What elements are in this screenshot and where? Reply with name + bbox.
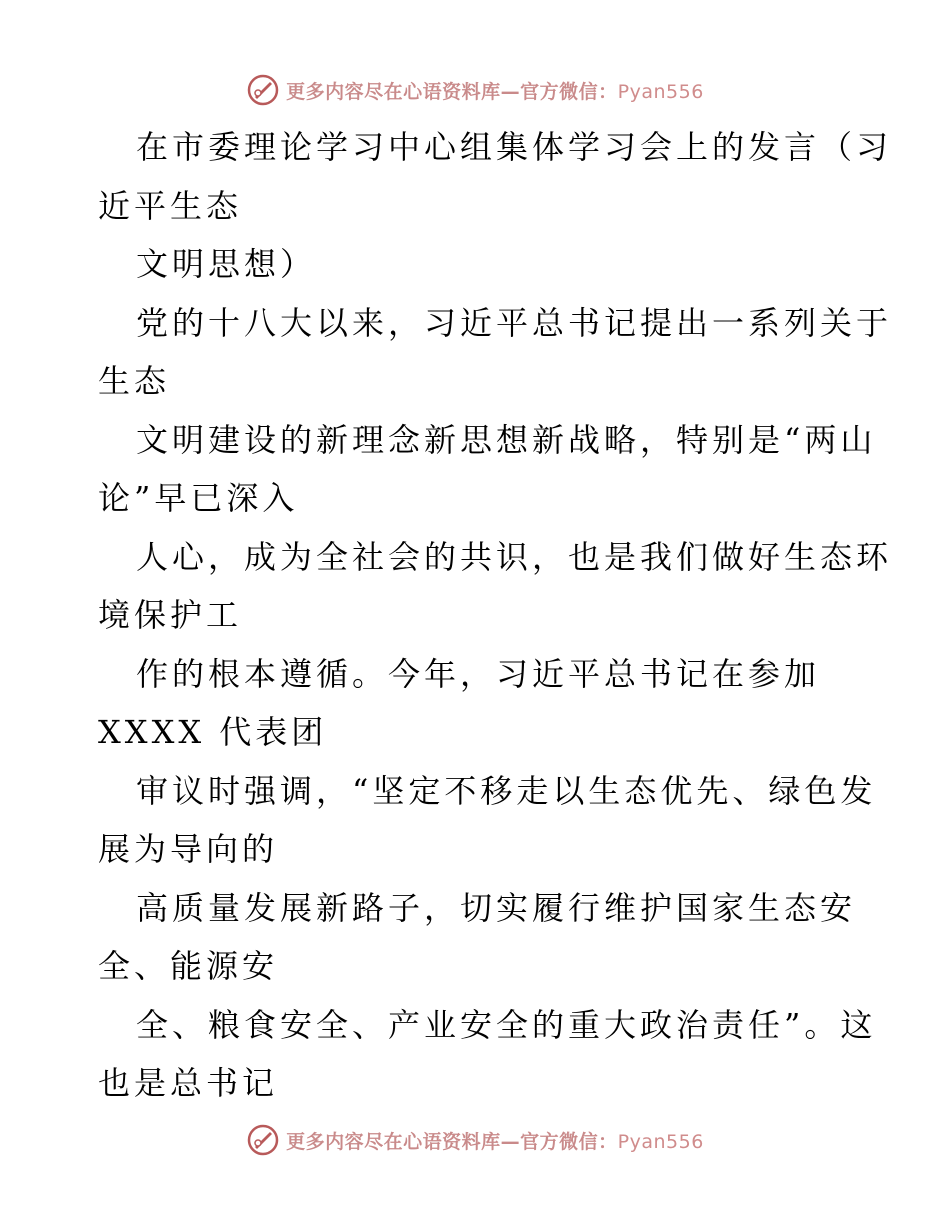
text-line: 党的十八大以来，习近平总书记提出一系列关于 [136,303,893,342]
quill-seal-icon [246,73,280,107]
text-line: 作的根本遵循。今年，习近平总书记在参加 [136,654,821,693]
watermark-text: 更多内容尽在心语资料库—官方微信：Pyan556 [286,80,704,103]
text-line: 在市委理论学习中心组集体学习会上的发言（习 [136,128,893,166]
text-line: 也是总书记 [98,1064,279,1102]
text-line: 生态 [98,362,171,400]
text-line: 高质量发展新路子，切实履行维护国家生态安 [136,888,857,927]
text-line: 全、粮食安全、产业安全的重大政治责任”。这 [136,1005,877,1044]
text-line: 文明建设的新理念新思想新战略，特别是“两山 [136,420,877,459]
text-line: 境保护工 [98,596,243,634]
text-line: 文明思想） [136,245,317,283]
text-line: 全、能源安 [98,947,279,985]
text-line: 审议时强调，“坚定不移走以生态优先、绿色发 [136,771,877,810]
watermark-text: 更多内容尽在心语资料库—官方微信：Pyan556 [286,1130,704,1153]
header-watermark [0,70,950,110]
quill-seal-icon [246,1123,280,1157]
document-body [98,118,893,1113]
text-line: 人心，成为全社会的共识，也是我们做好生态环 [136,537,893,576]
text-line: 近平生态 [98,186,243,225]
text-line: 论”早已深入 [98,479,299,517]
text-line: 展为导向的 [98,830,279,868]
text-line: XXXX 代表团 [98,713,328,751]
footer-watermark [0,1120,950,1160]
